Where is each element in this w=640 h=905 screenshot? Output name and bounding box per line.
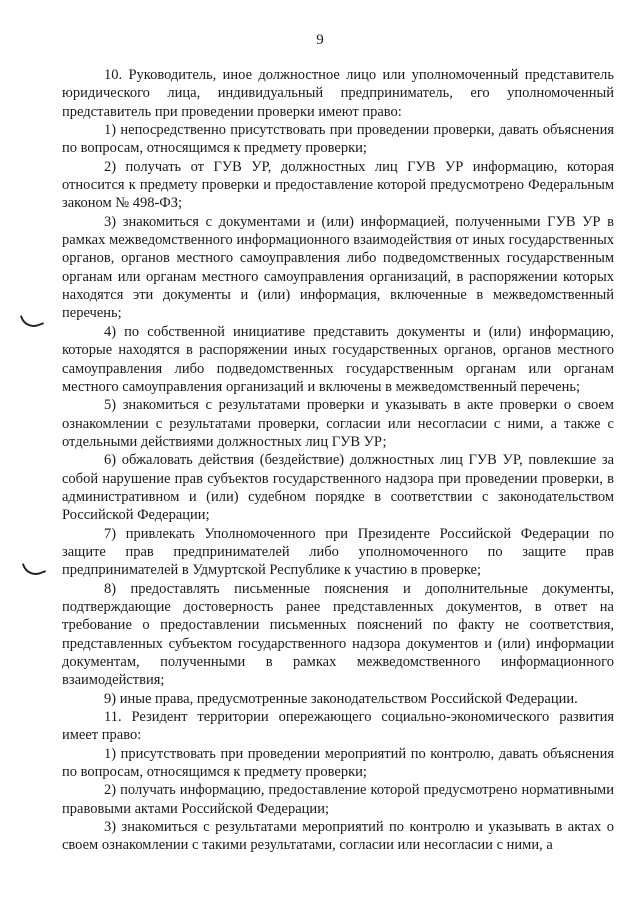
page-number: 9 xyxy=(316,32,324,48)
paragraph-subitem-8: 8) предоставлять письменные пояснения и дополнительные документы, подтверждающие достоверность ранее представленных документов, в ответ на требование о предоставлении письменных пояснений по факту не соответствия, представленных субъектом государственного надзора документов и (или) информации документам, полученными в рамках межведомственного информационного взаимодействия; xyxy=(62,580,614,689)
paragraph-11-subitem-2: 2) получать информацию, предоставление которой предусмотрено нормативными правовыми актами Российской Федерации; xyxy=(62,782,614,817)
document-body xyxy=(62,66,614,855)
paragraph-item-10: 10. Руководитель, иное должностное лицо или уполномоченный представитель юридического лица, индивидуальный предприниматель, его уполномоченный представитель при проведении проверки имеют право: xyxy=(62,67,614,120)
hole-punch-mark xyxy=(22,557,46,579)
paragraph-subitem-5: 5) знакомиться с результатами проверки и указывать в акте проверки о своем ознакомлении с результатами проверки, согласии или несогласии с ними, а также с отдельными действиями должностных лиц ГУВ УР; xyxy=(62,397,614,450)
paragraph-subitem-1: 1) непосредственно присутствовать при проведении проверки, давать объяснения по вопросам, относящимся к предмету проверки; xyxy=(62,122,614,157)
paragraph-11-subitem-3: 3) знакомиться с результатами мероприятий по контролю и указывать в актах о своем ознакомлении с такими результатами, согласии или несогласии с ними, а xyxy=(62,819,614,854)
paragraph-subitem-3: 3) знакомиться с документами и (или) информацией, полученными ГУВ УР в рамках межведомственного информационного взаимодействия от иных государственных органов, органов местного самоуправления либо подведомственных государственным органам или органам местного самоуправления организаций, в распоряжении которых находятся эти документы и (или) информация, включенные в межведомственный перечень; xyxy=(62,213,614,322)
paragraph-item-11: 11. Резидент территории опережающего социально-экономического развития имеет право: xyxy=(62,709,614,744)
hole-punch-mark xyxy=(20,309,44,331)
paragraph-subitem-2: 2) получать от ГУВ УР, должностных лиц ГУВ УР информацию, которая относится к предмету проверки и предоставление которой предусмотрено Федеральным законом № 498-ФЗ; xyxy=(62,158,614,212)
paragraph-subitem-7: 7) привлекать Уполномоченного при Президенте Российской Федерации по защите прав предпринимателей либо уполномоченного по защите прав предпринимателей в Удмуртской Республике к участию в проверке; xyxy=(62,525,614,579)
paragraph-11-subitem-1: 1) присутствовать при проведении мероприятий по контролю, давать объяснения по вопросам, относящимся к предмету проверки; xyxy=(62,745,614,781)
paragraph-subitem-9: 9) иные права, предусмотренные законодательством Российской Федерации. xyxy=(104,690,578,707)
paragraph-subitem-6: 6) обжаловать действия (бездействие) должностных лиц ГУВ УР, повлекшие за собой нарушение прав субъектов государственного надзора при проведении проверки, в административном и (или) судебном порядке в соответствии с законодательством Российской Федерации; xyxy=(62,452,614,524)
paragraph-subitem-4: 4) по собственной инициативе представить документы и (или) информацию, которые находятся в распоряжении иных государственных органов, органов местного самоуправления либо подведомственных государственным органам или органам местного самоуправления организаций и включены в межведомственный перечень; xyxy=(62,323,614,395)
